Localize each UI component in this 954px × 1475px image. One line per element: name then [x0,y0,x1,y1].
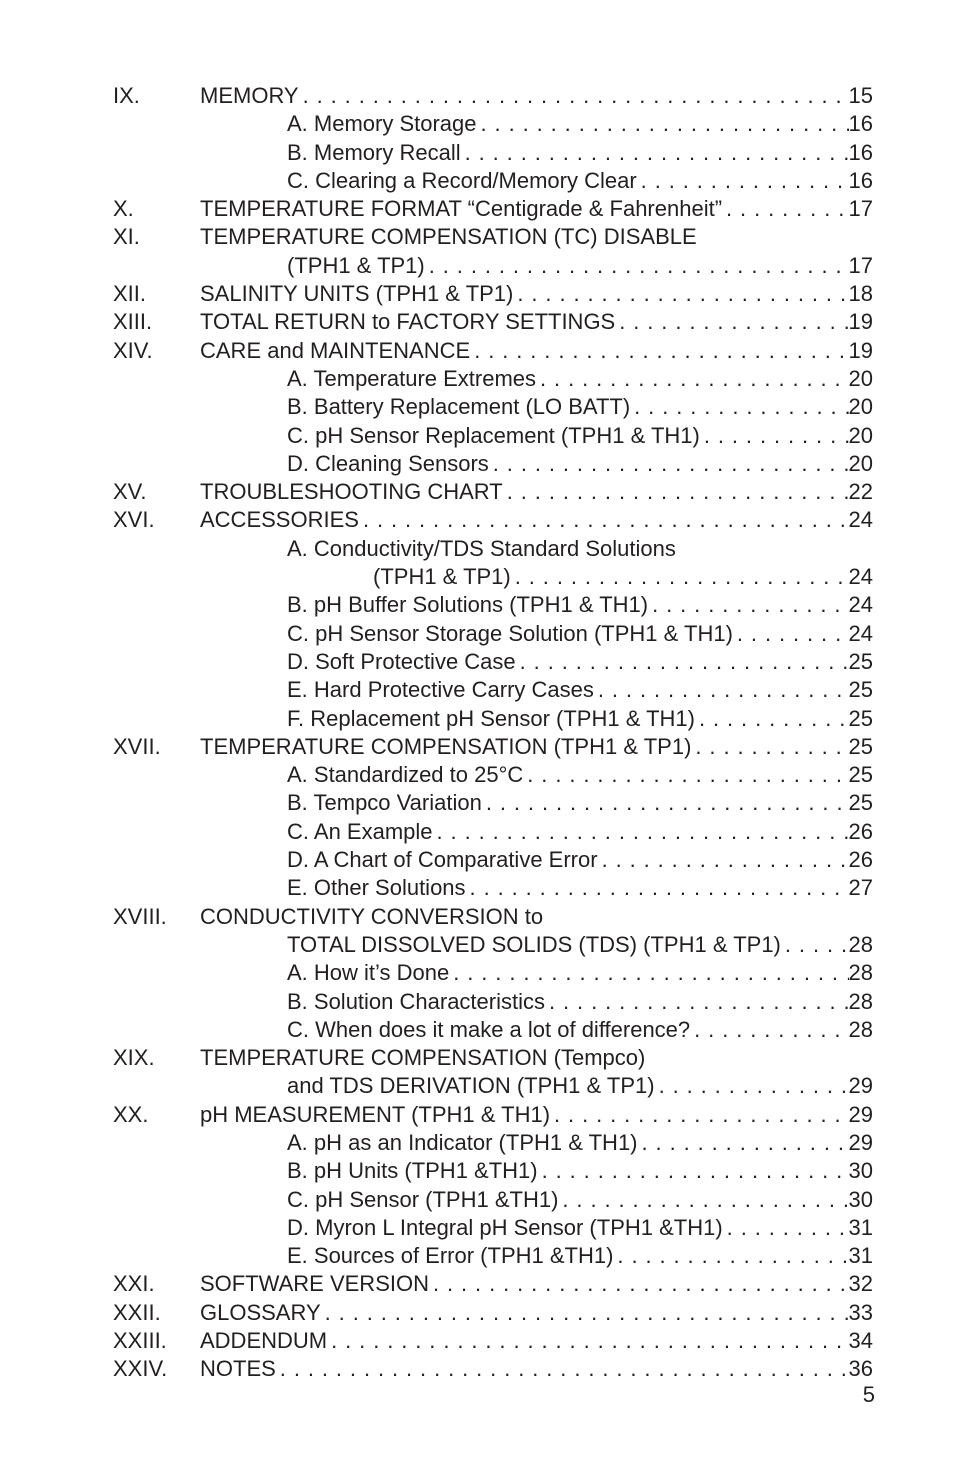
toc-entry [0,1157,954,1185]
toc-page-number: 29 [848,1129,873,1155]
toc-title: A. How it’s Done [287,960,450,986]
toc-page-number: 20 [848,422,873,448]
toc-section-number: XXI. [113,1271,155,1297]
toc-entry [0,931,954,959]
toc-entry [0,988,954,1016]
toc-title: E. Hard Protective Carry Cases [287,677,594,703]
dot-leader [550,1101,848,1129]
dot-leader [655,1072,849,1100]
toc-page-number: 28 [848,1016,873,1042]
toc-title: A. Conductivity/TDS Standard Solutions [287,535,676,561]
toc-entry [0,733,954,761]
dot-leader [613,1242,848,1270]
toc-page-number: 31 [848,1243,873,1269]
toc-title: A. Memory Storage [287,111,477,137]
toc-title: CARE and MAINTENANCE [200,337,471,363]
toc-entry [0,337,954,365]
toc-entry [0,761,954,789]
toc-page-number: 15 [848,83,873,108]
toc-entry [0,535,954,563]
toc-line [200,280,873,308]
dot-leader [321,1299,849,1327]
toc-page-number: 36 [848,1356,873,1382]
toc-title: pH MEASUREMENT (TPH1 & TH1) [200,1101,551,1127]
dot-leader [516,648,849,676]
toc-section-number: XX. [113,1101,149,1127]
toc-entry [0,280,954,308]
toc-title: ACCESSORIES [200,507,359,533]
toc-line [287,1072,873,1100]
toc-section-number: XXII. [113,1299,161,1325]
toc-title: E. Other Solutions [287,875,466,901]
dot-leader [615,308,848,336]
toc-title: TOTAL RETURN to FACTORY SETTINGS [200,309,616,335]
toc-page-number: 16 [848,111,873,137]
toc-title: A. pH as an Indicator (TPH1 & TH1) [287,1129,638,1155]
dot-leader [461,139,849,167]
toc-title: D. Cleaning Sensors [287,450,489,476]
dot-leader [638,1129,849,1157]
toc-line [287,676,873,704]
toc-entry [0,365,954,393]
toc-section-number: XIX. [113,1045,155,1071]
toc-entry [0,959,954,987]
toc-page-number: 29 [848,1101,873,1127]
toc-line [287,818,873,846]
toc-section-number: XIV. [113,337,153,363]
toc-page-number: 26 [848,847,873,873]
toc-line [200,1270,873,1298]
toc-title: B. pH Units (TPH1 &TH1) [287,1158,538,1184]
toc-entry [0,393,954,421]
toc-line [287,422,873,450]
toc-title: C. When does it make a lot of difference? [287,1016,691,1042]
dot-leader [489,450,849,478]
dot-leader [700,422,849,450]
toc-line [287,1186,873,1214]
toc-title: C. Clearing a Record/Memory Clear [287,167,637,193]
toc-entry [0,82,954,110]
dot-leader [630,393,848,421]
toc-title: and TDS DERIVATION (TPH1 & TP1) [287,1073,655,1099]
toc-section-number: XV. [113,479,147,505]
toc-title: (TPH1 & TP1) [373,564,511,590]
toc-line [287,139,873,167]
toc-title: C. pH Sensor Storage Solution (TPH1 & TH1) [287,620,733,646]
toc-entry [0,1186,954,1214]
toc-entry [0,676,954,704]
toc-page-number: 20 [848,450,873,476]
toc-title: B. pH Buffer Solutions (TPH1 & TH1) [287,592,649,618]
dot-leader [598,846,849,874]
toc-title: GLOSSARY [200,1299,321,1325]
toc-entry [0,1072,954,1100]
toc-title: A. Standardized to 25°C [287,762,524,788]
toc-entry [0,1327,954,1355]
toc-title: TEMPERATURE FORMAT “Centigrade & Fahrenheit” [200,196,723,222]
toc-page-number: 32 [848,1271,873,1297]
toc-entry [0,846,954,874]
toc-line [287,450,873,478]
toc-title: B. Battery Replacement (LO BATT) [287,394,631,420]
dot-leader [558,1186,848,1214]
dot-leader [466,874,849,902]
toc-page-number: 20 [848,394,873,420]
toc-page-number: 26 [848,818,873,844]
toc-title: B. Solution Characteristics [287,988,545,1014]
toc-line [287,648,873,676]
toc-title: D. Myron L Integral pH Sensor (TPH1 &TH1) [287,1214,723,1240]
toc-line [287,761,873,789]
dot-leader [429,1270,849,1298]
toc-page-number: 31 [848,1214,873,1240]
dot-leader [513,280,848,308]
toc-line [287,789,873,817]
toc-entry [0,308,954,336]
toc-page-number: 24 [848,592,873,618]
toc-entry [0,110,954,138]
toc-entry [0,1214,954,1242]
toc-page-number: 34 [848,1328,873,1354]
toc-title: B. Memory Recall [287,139,461,165]
toc-title: B. Tempco Variation [287,790,482,816]
toc-section-number: XVI. [113,507,155,533]
toc-page-number: 24 [848,564,873,590]
toc-title: SOFTWARE VERSION [200,1271,429,1297]
dot-leader [276,1355,849,1383]
toc-entry [0,591,954,619]
toc-title: F. Replacement pH Sensor (TPH1 & TH1) [287,705,695,731]
toc-line [287,393,873,421]
toc-page-number: 30 [848,1158,873,1184]
toc-title: ADDENDUM [200,1328,328,1354]
toc-line [287,167,873,195]
toc-line [287,1214,873,1242]
toc-title: D. A Chart of Comparative Error [287,847,598,873]
toc-entry [0,1016,954,1044]
toc-entry [0,422,954,450]
toc-section-number: IX. [113,83,140,108]
toc-page-number: 30 [848,1186,873,1212]
toc-page-number: 19 [848,337,873,363]
toc-section-number: XIII. [113,309,153,335]
toc-entry [0,648,954,676]
toc-line [287,365,873,393]
toc-line [287,846,873,874]
toc-section-number: XXIV. [113,1356,168,1382]
toc-page-number: 24 [848,620,873,646]
toc-line [287,705,873,733]
toc-title: TROUBLESHOOTING CHART [200,479,503,505]
toc-title: D. Soft Protective Case [287,648,516,674]
toc-title: E. Sources of Error (TPH1 &TH1) [287,1243,614,1269]
toc-line [287,931,873,959]
toc-page-number: 24 [848,507,873,533]
toc-section-number: XI. [113,224,140,250]
toc-page-number: 27 [848,875,873,901]
toc-page-number: 17 [848,196,873,222]
toc-line [287,591,873,619]
toc-section-number: X. [113,196,134,222]
toc-line [287,1129,873,1157]
toc-page-number: 28 [848,988,873,1014]
toc-page-number: 16 [848,167,873,193]
toc-entry [0,620,954,648]
toc-page-number: 25 [848,762,873,788]
page-number: 5 [862,1382,875,1407]
dot-leader [781,931,849,959]
toc-entry [0,1299,954,1327]
dot-leader [723,1214,849,1242]
dot-leader [299,82,849,110]
toc-title: C. pH Sensor (TPH1 &TH1) [287,1186,559,1212]
toc-page-number: 25 [848,648,873,674]
dot-leader [433,818,849,846]
toc-section-number: XXIII. [113,1328,167,1354]
toc-line [287,874,873,902]
dot-leader [690,1016,848,1044]
toc-entry [0,167,954,195]
dot-leader [538,1157,849,1185]
toc-line [200,506,873,534]
toc-section-number: XVIII. [113,903,167,929]
dot-leader [477,110,849,138]
toc-page-number: 20 [848,365,873,391]
toc-page-number: 25 [848,733,873,759]
toc-line [200,1327,873,1355]
toc-line [287,1016,873,1044]
toc-section-number: XII. [113,281,147,307]
dot-leader [545,988,849,1016]
toc-title: SALINITY UNITS (TPH1 & TP1) [200,281,514,307]
toc-line [200,1355,873,1383]
toc-line [200,308,873,336]
toc-title: C. An Example [287,818,433,844]
toc-entry [0,1044,954,1072]
dot-leader [482,789,849,817]
toc-entry [0,478,954,506]
toc-page-number: 17 [848,252,873,278]
dot-leader [691,733,848,761]
toc-page-number: 25 [848,790,873,816]
toc-entry [0,1242,954,1270]
dot-leader [722,195,848,223]
toc-entry [0,903,954,931]
toc-line [373,563,873,591]
toc-entry [0,1101,954,1129]
toc-page-number: 33 [848,1299,873,1325]
toc-line [287,252,873,280]
toc-line [200,82,873,110]
toc-title: A. Temperature Extremes [287,365,537,391]
toc-line [287,1157,873,1185]
toc-line [287,110,873,138]
dot-leader [359,506,849,534]
dot-leader [523,761,848,789]
toc-line [200,1101,873,1129]
toc-title: TEMPERATURE COMPENSATION (TPH1 & TP1) [200,733,692,759]
toc-entry [0,506,954,534]
toc-page-number: 28 [848,931,873,957]
toc-line [287,988,873,1016]
toc-title: NOTES [200,1356,276,1382]
toc-title: MEMORY [200,83,299,108]
dot-leader [648,591,848,619]
toc-line [200,733,873,761]
dot-leader [733,620,849,648]
toc-line [287,620,873,648]
dot-leader [511,563,849,591]
dot-leader [327,1327,848,1355]
toc-entry [0,195,954,223]
toc-page-number: 25 [848,705,873,731]
toc-entry [0,1355,954,1383]
toc-page-number: 28 [848,960,873,986]
toc-entry [0,450,954,478]
dot-leader [695,705,849,733]
toc-title: TOTAL DISSOLVED SOLIDS (TDS) (TPH1 & TP1) [287,931,781,957]
table-of-contents [0,82,954,1384]
toc-section-number: XVII. [113,733,161,759]
toc-line [200,478,873,506]
toc-page-number: 29 [848,1073,873,1099]
toc-page-number: 18 [848,281,873,307]
dot-leader [470,337,848,365]
toc-page-number: 22 [848,479,873,505]
toc-entry [0,818,954,846]
dot-leader [536,365,848,393]
toc-entry [0,1129,954,1157]
toc-title: TEMPERATURE COMPENSATION (TC) DISABLE [200,224,697,250]
toc-title: C. pH Sensor Replacement (TPH1 & TH1) [287,422,700,448]
toc-line [200,1299,873,1327]
toc-entry [0,223,954,251]
dot-leader [425,252,849,280]
toc-entry [0,874,954,902]
toc-line [287,959,873,987]
toc-line [200,337,873,365]
dot-leader [594,676,849,704]
dot-leader [449,959,848,987]
toc-entry [0,789,954,817]
toc-page-number: 25 [848,677,873,703]
dot-leader [637,167,849,195]
toc-title: CONDUCTIVITY CONVERSION to [200,903,544,929]
toc-entry [0,252,954,280]
toc-line [287,1242,873,1270]
toc-entry [0,563,954,591]
toc-page-number: 19 [848,309,873,335]
toc-entry [0,1270,954,1298]
toc-page-number: 16 [848,139,873,165]
dot-leader [503,478,849,506]
toc-title: TEMPERATURE COMPENSATION (Tempco) [200,1045,646,1071]
toc-line [200,195,873,223]
toc-entry [0,139,954,167]
toc-entry [0,705,954,733]
toc-title: (TPH1 & TP1) [287,252,425,278]
